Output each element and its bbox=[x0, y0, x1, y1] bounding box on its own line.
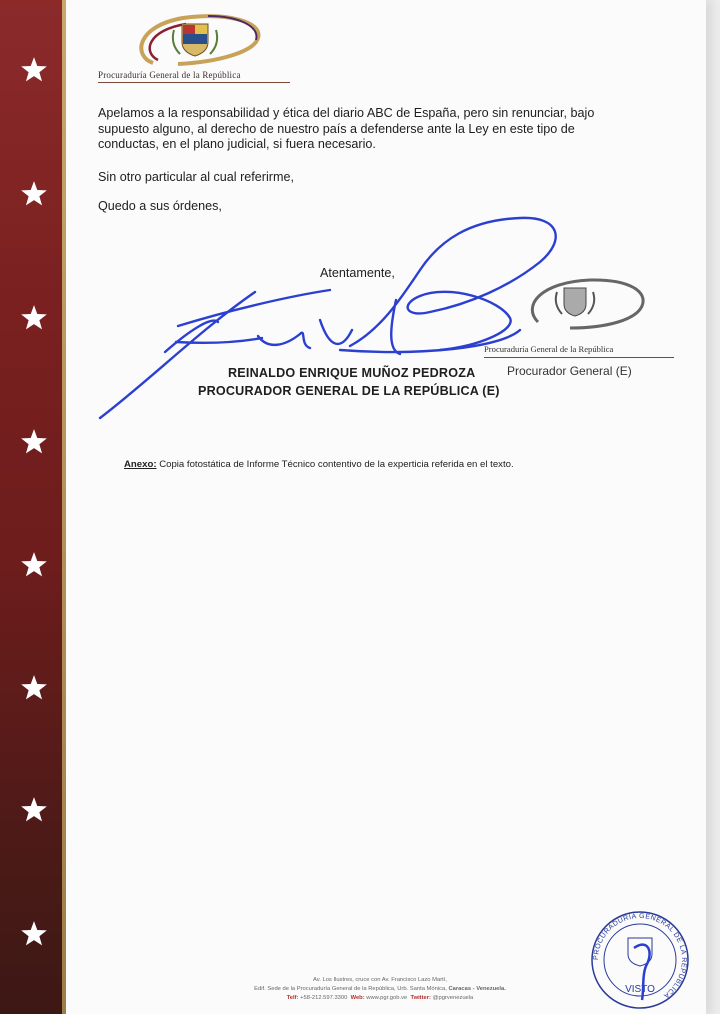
footer bbox=[150, 976, 610, 1003]
star-icon bbox=[20, 304, 48, 332]
stamp-center-text: VISTO bbox=[625, 984, 655, 995]
star-icon bbox=[20, 180, 48, 208]
seal-emblem bbox=[520, 276, 650, 346]
paragraph-sign-off: Quedo a sus órdenes, bbox=[98, 199, 222, 213]
seal-subtitle: Procurador General (E) bbox=[507, 364, 632, 378]
header-rule bbox=[98, 82, 290, 83]
decorative-gold-line bbox=[62, 0, 66, 1014]
footer-contact-line bbox=[150, 994, 610, 1003]
footer-address-line1: Av. Los Ilustres, cruce con Av. Francisco Lazo Martí, bbox=[313, 977, 447, 983]
decorative-border-band bbox=[0, 0, 62, 1014]
annex-text: Copia fotostática de Informe Técnico contentivo de la experticia referida en el texto. bbox=[159, 459, 514, 470]
footer-address-building: Edif. Sede de la Procuraduría General de la República, Urb. Santa Mónica, bbox=[254, 986, 447, 992]
star-icon bbox=[20, 674, 48, 702]
footer-tel-label: Telf: bbox=[286, 995, 299, 1001]
annex-note bbox=[124, 459, 514, 470]
star-icon bbox=[20, 920, 48, 948]
footer-address-line2 bbox=[150, 985, 610, 994]
stamp-ring-text: PROCURADURÍA GENERAL DE LA REPÚBLICA bbox=[592, 912, 688, 1000]
footer-twitter-label: Twitter: bbox=[410, 995, 431, 1001]
closing-salutation: Atentamente, bbox=[320, 266, 395, 280]
star-icon bbox=[20, 428, 48, 456]
official-stamp bbox=[584, 908, 696, 1012]
institution-name: Procuraduría General de la República bbox=[98, 70, 241, 80]
footer-address-city: Caracas - Venezuela. bbox=[448, 986, 506, 992]
seal-rule bbox=[484, 357, 674, 358]
paragraph-appeal: Apelamos a la responsabilidad y ética del diario ABC de España, pero sin renunciar, bajo supuesto alguno, al derecho de nuestro país a defenderse ante la Ley en este tipo de conductas, en el plano judicial, si fuera necesario. bbox=[98, 106, 595, 151]
seal-caption: Procuraduría General de la República bbox=[484, 344, 614, 354]
star-icon bbox=[20, 551, 48, 579]
paragraph-closing-remark: Sin otro particular al cual referirme, bbox=[98, 170, 294, 184]
footer-web: www.pgr.gob.ve bbox=[366, 995, 408, 1001]
footer-tel: +58-212.597.3300 bbox=[300, 995, 348, 1001]
footer-twitter: @pgrvenezuela bbox=[432, 995, 474, 1001]
signer-title: PROCURADOR GENERAL DE LA REPÚBLICA (E) bbox=[198, 384, 500, 398]
footer-web-label: Web: bbox=[350, 995, 365, 1001]
annex-label: Anexo: bbox=[124, 459, 157, 470]
star-icon bbox=[20, 56, 48, 84]
signer-name: REINALDO ENRIQUE MUÑOZ PEDROZA bbox=[228, 366, 476, 380]
star-icon bbox=[20, 796, 48, 824]
